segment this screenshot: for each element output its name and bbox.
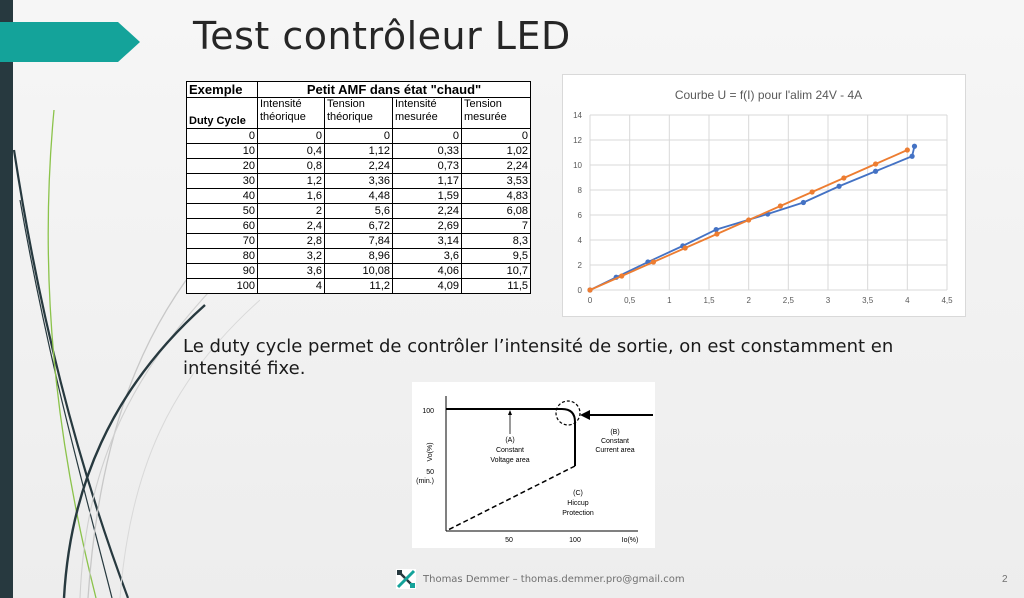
page-number: 2 [1002, 574, 1008, 585]
table-cell: 1,12 [325, 144, 393, 159]
data-point-series-1 [909, 154, 914, 159]
table-cell: 3,14 [393, 234, 462, 249]
x-tick-100: 100 [569, 537, 581, 544]
table-cell: 1,6 [258, 189, 325, 204]
data-point-series-2 [905, 147, 910, 152]
table-cell: 1,02 [462, 144, 531, 159]
table-cell: 4,83 [462, 189, 531, 204]
col-intensite-mesuree: Intensité mesurée [393, 98, 462, 129]
table-cell: 30 [187, 174, 258, 189]
y-axis-label: Vo(%) [427, 442, 434, 462]
table-cell: 20 [187, 159, 258, 174]
table-cell: 0 [325, 129, 393, 144]
col-tension-theorique: Tension théorique [325, 98, 393, 129]
table-cell: 6,72 [325, 219, 393, 234]
footer-text: Thomas Demmer – thomas.demmer.pro@gmail.com [423, 573, 685, 585]
line-chart [563, 75, 965, 316]
table-cell: 2,8 [258, 234, 325, 249]
table-row [187, 159, 531, 174]
body-text: Le duty cycle permet de contrôler l’intensité de sortie, on est constamment en intensité fixe. [183, 336, 894, 379]
table-cell: 3,2 [258, 249, 325, 264]
x-tick-label: 1,5 [703, 296, 715, 305]
table-cell: 0 [187, 129, 258, 144]
data-point-series-1 [801, 200, 806, 205]
table-subheader-row [187, 98, 531, 129]
table-cell: 60 [187, 219, 258, 234]
table-cell: 100 [187, 279, 258, 294]
table-row [187, 219, 531, 234]
x-tick-label: 0,5 [624, 296, 636, 305]
label-c-1: (C) [573, 490, 583, 497]
hiccup-line [446, 466, 575, 531]
table-cell: 2,4 [258, 219, 325, 234]
table-cell: 6,08 [462, 204, 531, 219]
table-cell: 0 [393, 129, 462, 144]
data-point-series-2 [587, 287, 592, 292]
x-tick-label: 1 [667, 296, 672, 305]
chart-container [562, 74, 966, 317]
diagram-svg [412, 382, 655, 548]
table-cell: 1,59 [393, 189, 462, 204]
x-tick-label: 4,5 [941, 296, 953, 305]
table-row [187, 204, 531, 219]
table-body [187, 129, 531, 294]
table-cell: 2,24 [462, 159, 531, 174]
header-exemple: Exemple [187, 82, 258, 98]
knee-circle [556, 401, 580, 425]
label-c-2: Hiccup [567, 500, 589, 507]
table-cell: 0,33 [393, 144, 462, 159]
pointer-arrow-head [580, 410, 590, 420]
col-tension-mesuree: Tension mesurée [462, 98, 531, 129]
table-cell: 3,6 [258, 264, 325, 279]
label-c-3: Protection [562, 510, 594, 517]
y-tick-50: 50 [426, 469, 434, 476]
table-row [187, 129, 531, 144]
data-point-series-1 [873, 169, 878, 174]
table-cell: 11,2 [325, 279, 393, 294]
table-cell: 7,84 [325, 234, 393, 249]
y-tick-label: 4 [577, 236, 582, 245]
y-tick-label: 8 [577, 186, 582, 195]
table-row [187, 234, 531, 249]
table-cell: 7 [462, 219, 531, 234]
table-cell: 2,69 [393, 219, 462, 234]
data-point-series-2 [810, 189, 815, 194]
table-cell: 10,7 [462, 264, 531, 279]
slide-title: Test contrôleur LED [193, 14, 571, 58]
table-row [187, 189, 531, 204]
data-point-series-2 [714, 231, 719, 236]
label-b-3: Current area [595, 447, 635, 454]
data-point-series-2 [619, 273, 624, 278]
table-cell: 10 [187, 144, 258, 159]
label-a-1: (A) [505, 437, 515, 444]
logo-icon [395, 568, 417, 590]
title-arrow-shape [0, 22, 140, 62]
y-tick-min: (min.) [416, 478, 434, 485]
data-point-series-2 [651, 259, 656, 264]
table-cell: 90 [187, 264, 258, 279]
data-point-series-2 [841, 175, 846, 180]
table-cell: 10,08 [325, 264, 393, 279]
table-cell: 0 [258, 129, 325, 144]
data-point-series-1 [837, 184, 842, 189]
y-tick-label: 2 [577, 261, 582, 270]
table-header-row [187, 82, 531, 98]
y-tick-label: 6 [577, 211, 582, 220]
table-cell: 4,48 [325, 189, 393, 204]
table-cell: 4 [258, 279, 325, 294]
table-cell: 1,2 [258, 174, 325, 189]
table-row [187, 249, 531, 264]
y-tick-label: 0 [577, 286, 582, 295]
x-tick-label: 2 [746, 296, 751, 305]
y-tick-label: 12 [573, 136, 582, 145]
x-tick-label: 4 [905, 296, 910, 305]
data-point-series-1 [714, 227, 719, 232]
table-row [187, 174, 531, 189]
table-cell: 3,36 [325, 174, 393, 189]
table-cell: 8,3 [462, 234, 531, 249]
y-tick-100: 100 [422, 408, 434, 415]
header-title: Petit AMF dans état "chaud" [258, 82, 531, 98]
chart-title: Courbe U = f(I) pour l'alim 24V - 4A [674, 88, 863, 102]
data-point-series-2 [683, 245, 688, 250]
x-tick-label: 2,5 [782, 296, 794, 305]
data-point-series-2 [778, 203, 783, 208]
y-tick-label: 14 [573, 111, 582, 120]
data-point-series-2 [746, 217, 751, 222]
table-row [187, 264, 531, 279]
table-cell: 0,8 [258, 159, 325, 174]
table-cell: 8,96 [325, 249, 393, 264]
x-tick-50: 50 [505, 537, 513, 544]
y-tick-label: 10 [573, 161, 582, 170]
label-b-1: (B) [610, 429, 620, 436]
table-cell: 4,06 [393, 264, 462, 279]
footer [395, 568, 685, 590]
x-tick-label: 3 [825, 296, 831, 305]
table-row [187, 279, 531, 294]
table-cell: 9,5 [462, 249, 531, 264]
table-cell: 70 [187, 234, 258, 249]
table-cell: 2 [258, 204, 325, 219]
label-a-3: Voltage area [490, 457, 530, 464]
table-cell: 0 [462, 129, 531, 144]
data-point-series-2 [873, 161, 878, 166]
table-cell: 3,53 [462, 174, 531, 189]
table-cell: 2,24 [325, 159, 393, 174]
table-cell: 1,17 [393, 174, 462, 189]
table-cell: 50 [187, 204, 258, 219]
x-tick-label: 3,5 [862, 296, 874, 305]
table-cell: 3,6 [393, 249, 462, 264]
col-intensite-theorique: Intensité théorique [258, 98, 325, 129]
x-tick-label: 0 [587, 296, 593, 305]
table-cell: 11,5 [462, 279, 531, 294]
table-row [187, 144, 531, 159]
col-duty-cycle: Duty Cycle [187, 98, 258, 129]
table-cell: 5,6 [325, 204, 393, 219]
table-cell: 4,09 [393, 279, 462, 294]
label-a-2: Constant [495, 447, 525, 454]
x-axis-label: Io(%) [621, 537, 639, 544]
label-b-2: Constant [600, 438, 630, 445]
data-point-series-1 [912, 144, 917, 149]
table-cell: 2,24 [393, 204, 462, 219]
table-cell: 0,73 [393, 159, 462, 174]
table-cell: 0,4 [258, 144, 325, 159]
constant-current-diagram [412, 382, 655, 548]
measurement-table [186, 81, 531, 294]
table-cell: 80 [187, 249, 258, 264]
table-cell: 40 [187, 189, 258, 204]
